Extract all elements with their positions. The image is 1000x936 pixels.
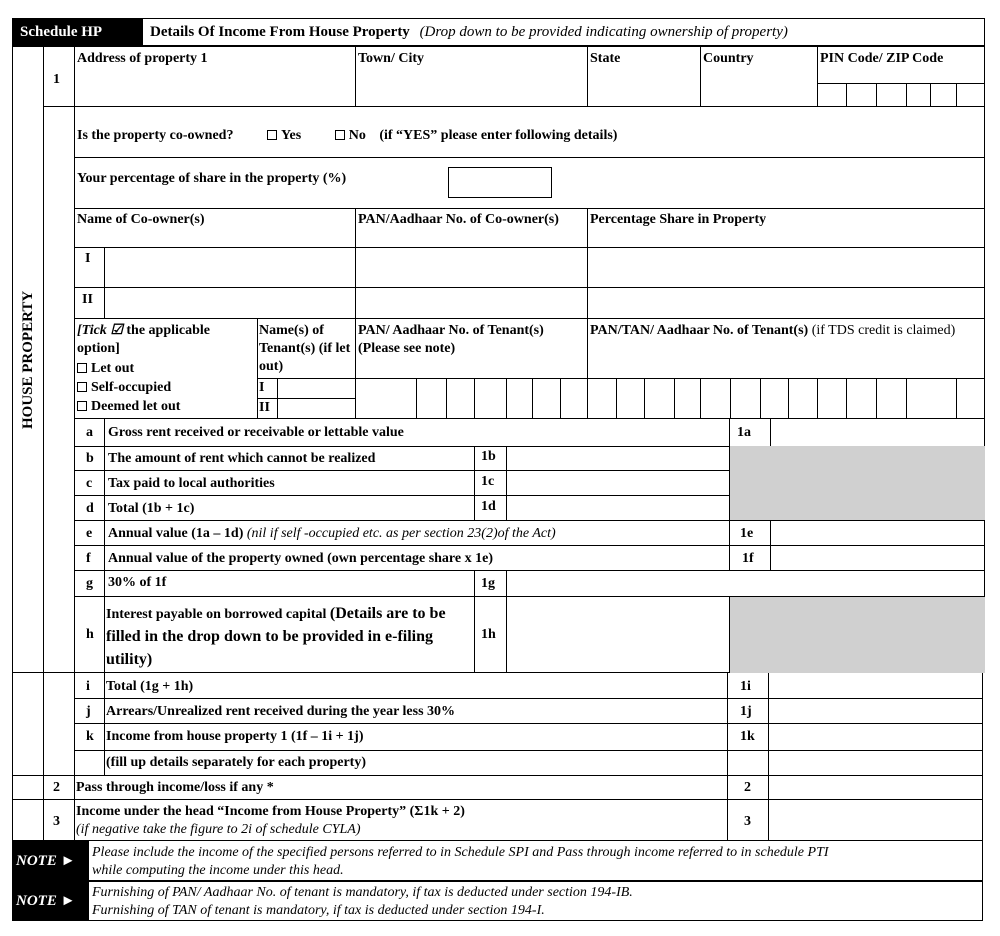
address-label: Address of property 1 [77,51,208,66]
item-f-amount-field[interactable] [771,546,985,570]
row3-code: 3 [744,814,751,829]
item-k-letter: k [86,729,94,744]
note-1-line-1: Please include the income of the specified persons referred to in Schedule SPI and Pass through income referred to in schedule PTI [92,845,829,860]
schedule-label: Schedule HP [20,24,103,40]
share-percentage-input[interactable] [448,167,552,198]
tick-label: [Tick [77,323,107,338]
item-h-label [106,603,470,672]
item-a-code: 1a [737,425,751,440]
tenant-row-1-label: I [259,380,265,395]
self-occupied-label: Self-occupied [91,380,172,395]
item-g-letter: g [86,576,93,591]
row3-label: Income under the head “Income from House Property” (Σ1k + 2) [76,804,465,819]
item-b-letter: b [86,451,94,466]
item-j-letter: j [86,704,91,719]
row2-code: 2 [744,780,751,795]
item-e-label [108,525,556,543]
coowner-pan-header: PAN/Aadhaar No. of Co-owner(s) [358,212,559,227]
item-b-label: The amount of rent which cannot be realized [108,451,376,466]
option-deemed-let-out[interactable] [77,398,180,416]
tenant-pan-boxes[interactable] [356,379,587,418]
option-self-occupied[interactable] [77,379,171,397]
item-e-code: 1e [740,526,754,541]
item-c-amount-field[interactable] [506,471,729,495]
tick-mark-icon: ☑ [110,323,123,338]
tenant-tan-header [590,322,984,340]
tenant-tan-header-note: (if TDS credit is claimed) [811,323,956,338]
note-2-line-2: Furnishing of TAN of tenant is mandatory, if tax is deducted under section 194-I. [92,903,545,918]
row2-amount-field[interactable] [769,776,983,799]
header-title [150,23,788,41]
note-1-line-2: while computing the income under this head. [92,863,344,878]
state-field[interactable] [588,70,700,106]
item-d-amount-field[interactable] [506,496,729,520]
row3-number: 3 [53,814,60,829]
item-h-label-detail: (Details are to be filled in the drop down to be provided in e-filing utility) [106,605,446,668]
tenant-2-name-field[interactable] [278,399,355,418]
note-2-line-1: Furnishing of PAN/ Aadhaar No. of tenant is mandatory, if tax is deducted under section 194-IB. [92,885,633,900]
coowner-row-1-label: I [85,251,91,266]
shaded-block-1 [730,446,985,520]
row2-number: 2 [53,780,60,795]
item-j-code: 1j [740,704,752,719]
item-f-code: 1f [742,551,754,566]
town-label: Town/ City [358,51,425,66]
row3-amount-field[interactable] [769,800,983,841]
tenant-tan-header-bold: PAN/TAN/ Aadhaar No. of Tenant(s) [590,323,809,338]
address-field[interactable] [75,70,355,106]
item-i-code: 1i [740,679,751,694]
coowned-question [77,127,617,145]
coowned-note: (if “YES” please enter following details) [379,128,618,143]
deemed-let-out-checkbox[interactable] [77,401,87,411]
state-label: State [590,51,621,66]
option-let-out[interactable] [77,360,134,378]
tenant-1-name-field[interactable] [278,379,355,398]
item-h-amount-field[interactable] [506,597,729,673]
fill-note: (fill up details separately for each property) [106,755,367,770]
item-d-letter: d [86,501,94,516]
item-h-code: 1h [481,627,496,642]
coowned-yes-label: Yes [280,128,302,143]
item-a-amount-field[interactable] [771,419,985,446]
note-2-label: NOTE ► [16,893,76,909]
let-out-checkbox[interactable] [77,363,87,373]
item-k-label: Income from house property 1 (1f – 1i + 1j) [106,729,364,744]
coowner-1-name-field[interactable] [105,248,355,287]
tenant-name-header: Name(s) of Tenant(s) (if let out) [259,323,351,374]
item-c-letter: c [86,476,93,491]
item-d-label: Total (1b + 1c) [108,501,195,516]
coowned-question-text: Is the property co-owned? [77,128,234,143]
item-e-label-text: Annual value (1a – 1d) [108,526,244,541]
item-h-label-text: Interest payable on borrowed capital [106,607,327,622]
item-e-amount-field[interactable] [771,521,985,545]
item-h-letter: h [86,627,94,642]
item-c-label: Tax paid to local authorities [108,476,275,491]
item-e-letter: e [86,526,93,541]
row2-label: Pass through income/loss if any * [76,780,274,795]
tenant-pan-header: PAN/ Aadhaar No. of Tenant(s) (Please see note) [358,323,544,356]
town-field[interactable] [356,70,587,106]
item-j-amount-field[interactable] [769,699,983,723]
item-i-letter: i [86,679,90,694]
deemed-let-out-label: Deemed let out [91,399,181,414]
shaded-block-2 [730,596,985,673]
item-f-label: Annual value of the property owned (own percentage share x 1e) [108,551,493,566]
item-f-letter: f [86,551,91,566]
item-a-letter: a [86,425,93,440]
item-c-code: 1c [481,474,495,489]
pin-code-field[interactable] [817,83,985,106]
item-k-code: 1k [740,729,755,744]
item-g-label: 30% of 1f [108,575,167,590]
house-property-label: HOUSE PROPERTY [20,290,36,429]
coowned-yes-checkbox[interactable] [267,130,277,140]
item-b-code: 1b [481,449,496,464]
pin-label: PIN Code/ ZIP Code [820,51,944,66]
item-b-amount-field[interactable] [506,447,729,470]
coowner-2-name-field[interactable] [105,288,355,318]
tick-rest: the applicable option] [77,323,210,356]
item-a-label: Gross rent received or receivable or lettable value [108,425,404,440]
tick-instruction [77,322,255,358]
coowner-name-header: Name of Co-owner(s) [77,212,205,227]
coowner-row-2-label: II [82,292,93,307]
share-label: Your percentage of share in the property (%) [77,171,347,186]
item-d-code: 1d [481,499,496,514]
item-g-code: 1g [481,576,495,591]
tenant-row-2-label: II [259,400,270,415]
item-e-label-note: (nil if self -occupied etc. as per section 23(2)of the Act) [246,526,556,541]
tenant-tan-boxes[interactable] [588,379,985,418]
item-g-amount-field[interactable] [506,571,729,596]
let-out-label: Let out [91,361,135,376]
country-field[interactable] [701,70,817,106]
row1-number: 1 [53,72,60,87]
country-label: Country [703,51,754,66]
item-i-label: Total (1g + 1h) [106,679,194,694]
header-title-text: Details Of Income From House Property [150,24,410,40]
coowned-no-label: No [348,128,366,143]
coowner-share-header: Percentage Share in Property [590,212,767,227]
item-k-amount-field[interactable] [769,724,983,750]
item-j-label: Arrears/Unrealized rent received during the year less 30% [106,704,456,719]
header-title-note: (Drop down to be provided indicating ownership of property) [419,24,788,40]
note-1-label: NOTE ► [16,853,76,869]
self-occupied-checkbox[interactable] [77,382,87,392]
coowned-no-checkbox[interactable] [335,130,345,140]
row3-sub: (if negative take the figure to 2i of schedule CYLA) [76,822,361,837]
item-i-amount-field[interactable] [769,674,983,698]
